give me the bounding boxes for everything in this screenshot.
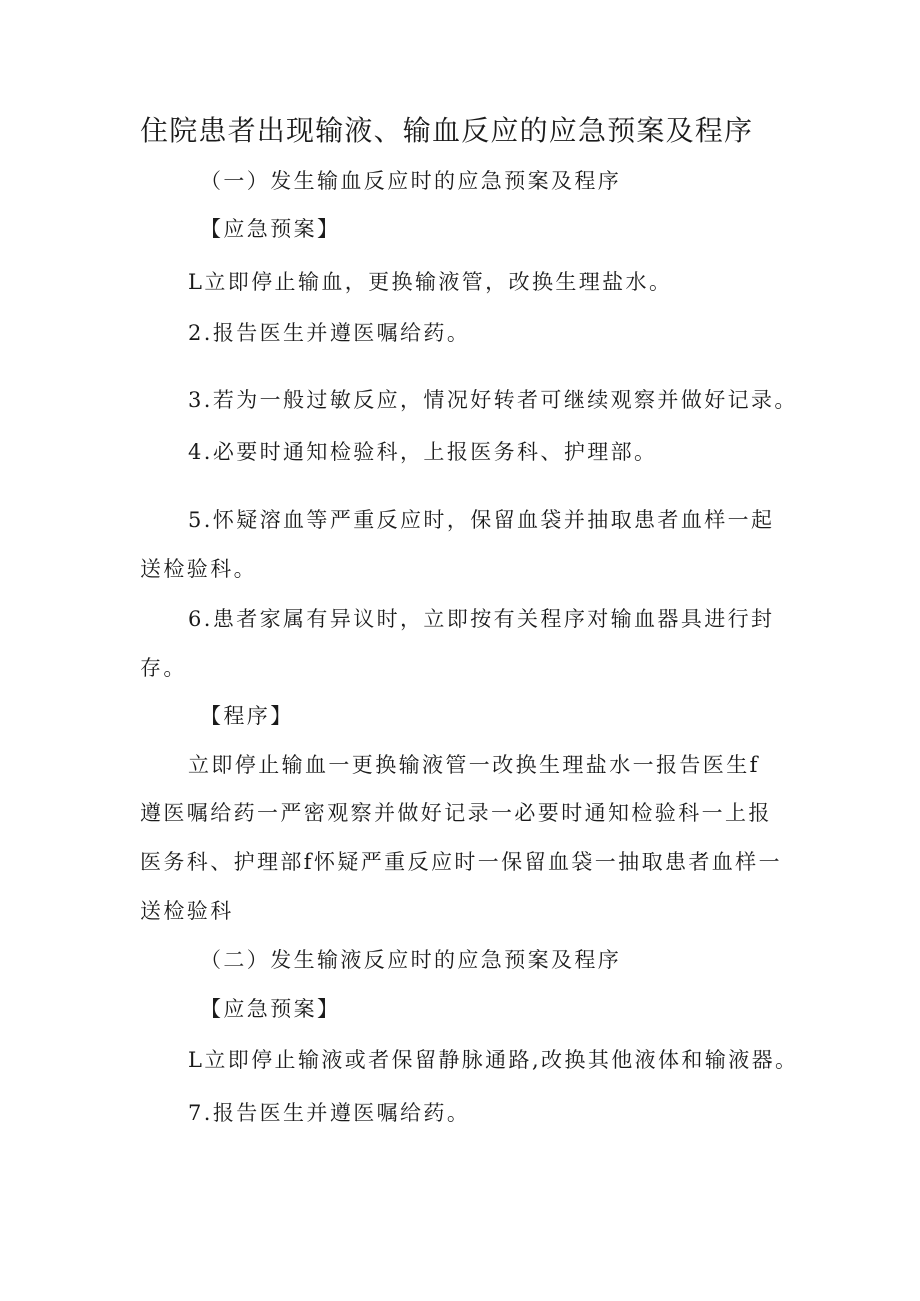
section2-item-2: 7.报告医生并遵医嘱给药。 bbox=[188, 1101, 471, 1125]
section1-item-1: L立即停止输血，更换输液管，改换生理盐水。 bbox=[188, 270, 673, 294]
section1-heading: （一）发生输血反应时的应急预案及程序 bbox=[200, 169, 622, 193]
section1-item-2: 2.报告医生并遵医嘱给药。 bbox=[188, 321, 471, 345]
document-title: 住院患者出现输液、输血反应的应急预案及程序 bbox=[140, 114, 754, 147]
section2-item-1: L立即停止输液或者保留静脉通路,改换其他液体和输液器。 bbox=[188, 1048, 799, 1072]
section1-plan-label: 【应急预案】 bbox=[200, 217, 341, 241]
section1-procedure-line-4: 送检验科 bbox=[140, 899, 234, 923]
section1-item-6: 6.患者家属有异议时，立即按有关程序对输血器具进行封 bbox=[188, 607, 775, 631]
section1-procedure-line-2: 遵医嘱给药一严密观察并做好记录一必要时通知检验科一上报 bbox=[140, 801, 772, 825]
section1-item-4: 4.必要时通知检验科，上报医务科、护理部。 bbox=[188, 440, 658, 464]
section1-procedure-line-1: 立即停止输血一更换输液管一改换生理盐水一报告医生f bbox=[188, 753, 760, 777]
section1-procedure-label: 【程序】 bbox=[200, 704, 294, 728]
section2-plan-label: 【应急预案】 bbox=[200, 997, 341, 1021]
section2-heading: （二）发生输液反应时的应急预案及程序 bbox=[200, 948, 622, 972]
section1-procedure-line-3: 医务科、护理部f怀疑严重反应时一保留血袋一抽取患者血样一 bbox=[140, 850, 782, 874]
section1-item-5: 5.怀疑溶血等严重反应时，保留血袋并抽取患者血样一起 bbox=[188, 508, 775, 532]
section1-item-3: 3.若为一般过敏反应，情况好转者可继续观察并做好记录。 bbox=[188, 388, 798, 412]
section1-item-6-cont: 存。 bbox=[140, 656, 187, 680]
section1-item-5-cont: 送检验科。 bbox=[140, 557, 257, 581]
